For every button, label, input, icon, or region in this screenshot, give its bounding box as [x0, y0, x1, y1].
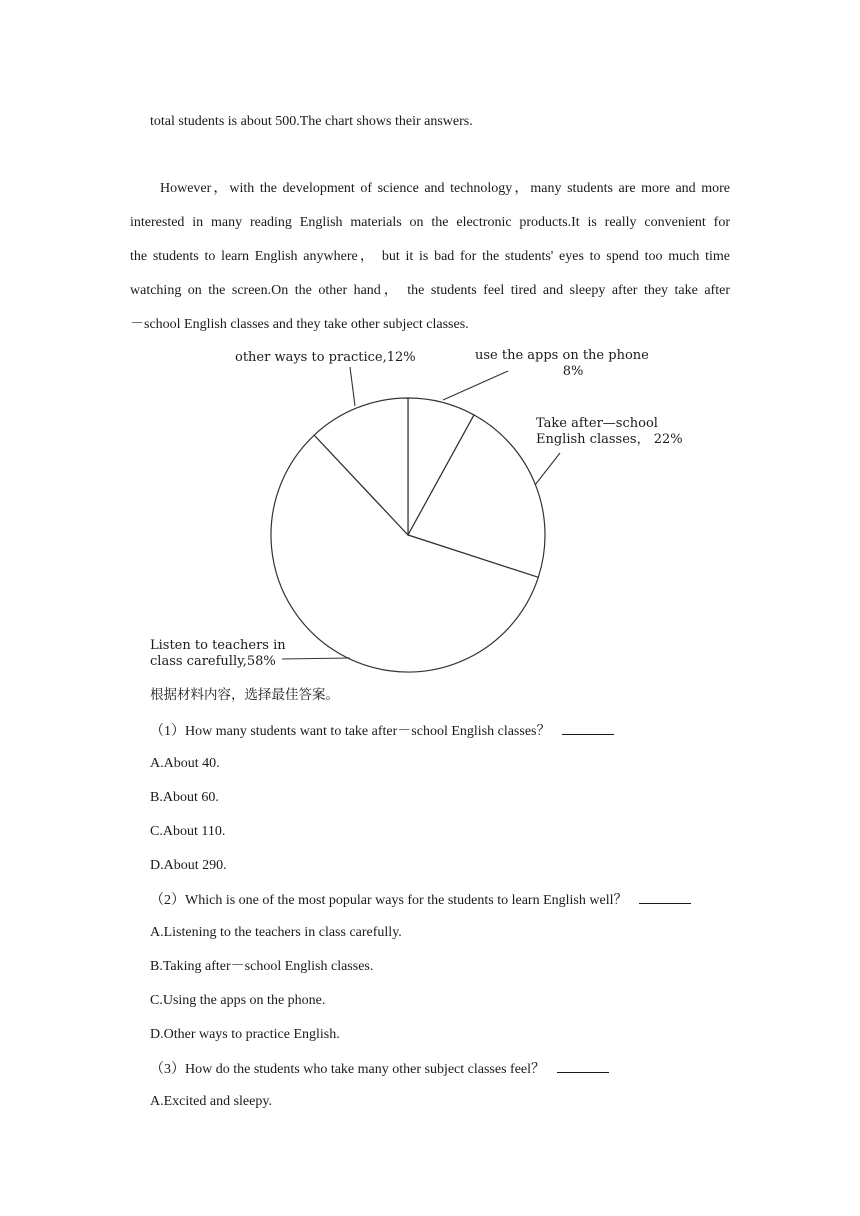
slice-label: other ways to practice,12% — [235, 350, 416, 365]
question-stem-text: （1）How many students want to take after－school English classes？ — [150, 724, 551, 739]
option-a: A.Listening to the teachers in class carefully. — [150, 925, 402, 940]
option-c: C.Using the apps on the phone. — [150, 993, 326, 1008]
question-stem-text: （3）How do the students who take many other subject classes feel？ — [150, 1062, 546, 1077]
option-c: C.About 110. — [150, 824, 226, 839]
option-b: B.About 60. — [150, 790, 219, 805]
slice-label: Take after—school — [536, 416, 658, 431]
paragraph-line: －school English classes and they take other subject classes. — [130, 317, 469, 332]
paragraph-line: watching on the screen.On the other hand， the students feel tired and sleepy after they take after — [130, 283, 730, 298]
option-d: D.About 290. — [150, 858, 227, 873]
leader-line — [443, 371, 508, 400]
slice-label: Listen to teachers in — [150, 638, 286, 653]
option-a: A.Excited and sleepy. — [150, 1094, 272, 1109]
leader-line — [350, 367, 355, 406]
leader-line — [535, 453, 560, 485]
answer-blank — [639, 889, 691, 904]
question-stem — [150, 889, 691, 911]
question-stem — [150, 1058, 609, 1080]
option-a: A.About 40. — [150, 756, 220, 771]
option-b: B.Taking after－school English classes. — [150, 959, 374, 974]
pie-chart — [140, 340, 700, 680]
paragraph-line: However，with the development of science and technology，many students are more and more — [160, 181, 730, 196]
slice-label: use the apps on the phone — [475, 348, 649, 363]
intro-tail: total students is about 500.The chart shows their answers. — [150, 114, 473, 129]
slice-label: English classes， 22% — [536, 432, 683, 447]
question-stem — [150, 720, 614, 742]
answer-blank — [557, 1058, 609, 1073]
instruction: 根据材料内容，选择最佳答案。 — [150, 687, 339, 703]
slice-label: 8% — [562, 364, 584, 379]
answer-blank — [562, 720, 614, 735]
paragraph-line: the students to learn English anywhere， but it is bad for the students' eyes to spend too much time — [130, 249, 730, 264]
question-stem-text: （2）Which is one of the most popular ways for the students to learn English well？ — [150, 893, 628, 908]
option-d: D.Other ways to practice English. — [150, 1027, 340, 1042]
slice-label: class carefully,58% — [150, 654, 276, 669]
leader-line — [282, 658, 350, 659]
paragraph-line: interested in many reading English materials on the electronic products.It is really convenient for — [130, 215, 730, 230]
